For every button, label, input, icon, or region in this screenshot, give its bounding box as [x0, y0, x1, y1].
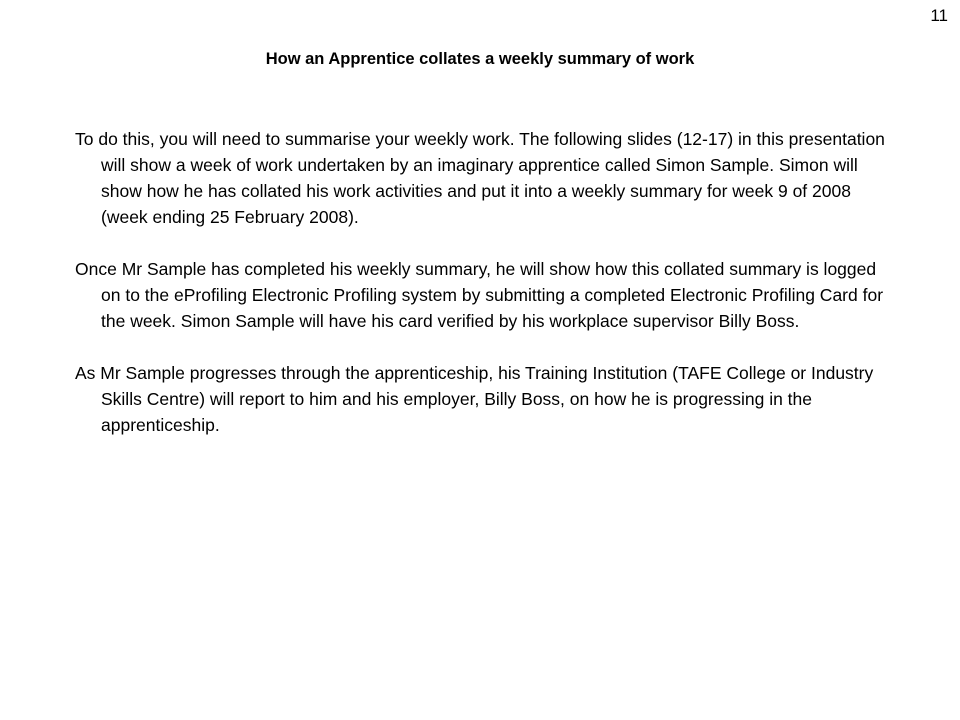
slide-body: [75, 126, 895, 464]
paragraph-eprofiling: Once Mr Sample has completed his weekly summary, he will show how this collated summary is logged on to the eProfiling Electronic Profiling system by submitting a completed Electronic Profiling Card for the week. Simon Sample will have his card verified by his workplace supervisor Billy Boss.: [75, 259, 884, 331]
slide-title: How an Apprentice collates a weekly summary of work: [265, 50, 695, 68]
paragraph-progress: As Mr Sample progresses through the apprenticeship, his Training Institution (TAFE College or Industry Skills Centre) will report to him and his employer, Billy Boss, on how he is progressing in the apprenticeship.: [75, 363, 874, 435]
slide-number: 11: [930, 6, 948, 25]
paragraph-intro: To do this, you will need to summarise your weekly work. The following slides (12-17) in this presentation will show a week of work undertaken by an imaginary apprentice called Simon Sample. Simon will show how he has collated his work activities and put it into a weekly summary for week 9 of 2008 (week ending 25 February 2008).: [75, 129, 885, 227]
